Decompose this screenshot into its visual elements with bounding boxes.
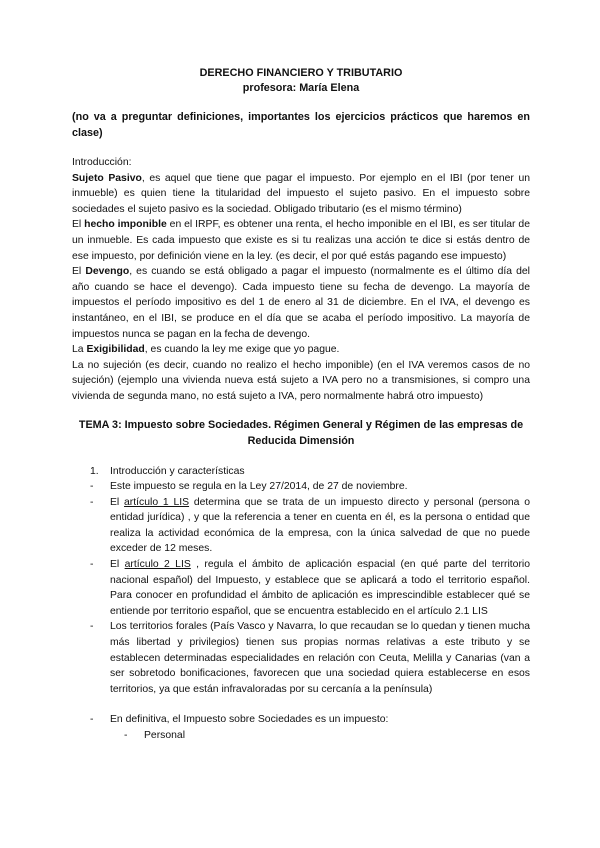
spacer [72, 697, 530, 712]
item-text: En definitiva, el Impuesto sobre Sociedades es un impuesto: [110, 714, 389, 726]
item-text: , regula el ámbito de aplicación espacial (en qué parte del territorio nacional español) del Impuesto, y establece que se aplicará a todo el territorio español. Para conocer en profundidad el ámbito de aplicación es imprescindible establecer qué se entiende por territorio español, que se encuentra establecido en el artículo 2.1 LIS [110, 559, 530, 617]
hecho-imponible-text: en el IRPF, es obtener una renta, el hecho imponible en el IBI, es ser titular de un inmueble. Es cada impuesto que existe es si tu realizas una acción te dice si estás dentro de ese impuesto, por definición viene en la ley. (es decir, el por qué estás pagando ese impuesto) [72, 219, 530, 262]
sujeto-pasivo-text: , es aquel que tiene que pagar el impuesto. Por ejemplo en el IBI (por tener un inmueble) es quien tiene la titularidad del impuesto el sujeto pasivo. En el impuesto sobre sociedades el sujeto pasivo es la sociedad. Obligado tributario (es el mismo término) [72, 172, 531, 215]
sub-list-item [72, 728, 530, 744]
item-text: determina que se trata de un impuesto directo y personal (persona o entidad jurídica) , y que la referencia a tener en cuenta en él, es la persona o entidad que realiza la actividad económica de la empresa, con la única salvedad de que no puede exceder de 12 meses. [110, 496, 530, 555]
item-text: Este impuesto se regula en la Ley 27/2014, de 27 de noviembre. [110, 481, 408, 493]
document-title: DERECHO FINANCIERO Y TRIBUTARIO [199, 67, 403, 79]
dash-marker: - [90, 621, 94, 633]
article-2-link[interactable]: artículo 2 LIS [124, 559, 191, 571]
list-item [72, 619, 530, 697]
item-prefix: El [110, 559, 125, 571]
term-sujeto-pasivo: Sujeto Pasivo [72, 172, 142, 184]
hecho-prefix: El [72, 219, 85, 231]
dash-marker: - [90, 496, 94, 508]
teacher-line: profesora: María Elena [242, 82, 360, 94]
term-hecho-imponible: hecho imponible [84, 219, 167, 231]
intro-title: Introducción: [72, 157, 132, 168]
exam-note: (no va a preguntar definiciones, importantes los ejercicios prácticos que haremos en clase) [72, 111, 530, 139]
dash-marker: - [90, 481, 94, 493]
item-prefix: El [110, 496, 125, 508]
intro-paragraph-hecho-imponible [72, 217, 530, 264]
exigibilidad-prefix: La [72, 344, 87, 356]
content-list [72, 464, 530, 744]
dash-marker: - [90, 559, 94, 571]
exigibilidad-text: , es cuando la ley me exige que yo pague. [144, 344, 340, 356]
intro-paragraph-devengo [72, 264, 530, 342]
list-item-numbered [72, 464, 530, 480]
section-heading-tema-3: TEMA 3: Impuesto sobre Sociedades. Régimen General y Régimen de las empresas de Reducida Dimensión [78, 418, 524, 447]
dash-marker: - [90, 714, 94, 726]
term-devengo: Devengo [85, 266, 130, 278]
list-item [72, 495, 530, 557]
item-number: 1. [90, 465, 99, 477]
list-item [72, 712, 530, 728]
intro-paragraph-exigibilidad [72, 342, 530, 358]
item-text: Los territorios forales (País Vasco y Navarra, lo que recaudan se lo quedan y tienen mucha más libertad y privilegios) tienen sus propias normas relativas a este tributo y se establecen determinadas especialidades en relación con Ceuta, Melilla y Canarias (van a ser sobretodo bonificaciones, favorecen que una sociedad quiera establecerse en esos territorios, ya que están infravaloradas por su cercanía a la península) [110, 621, 530, 695]
item-text: Personal [144, 730, 186, 741]
term-exigibilidad: Exigibilidad [86, 344, 145, 356]
article-1-link[interactable]: artículo 1 LIS [124, 496, 190, 508]
intro-paragraph-no-sujecion: La no sujeción (es decir, cuando no realizo el hecho imponible) (en el IVA veremos casos de no sujeción) (ejemplo una vivienda nueva está sujeto a IVA pero no a transmisiones, si compro una vivienda de segunda mano, no está sujeto a IVA, pero normalmente habrá otro impuesto) [72, 359, 530, 402]
devengo-text: , es cuando se está obligado a pagar el impuesto (normalmente es el último día del año cuando se hace el devengo). Cada impuesto tiene su fecha de devengo. La mayoría de impuestos el período impositivo es del 1 de enero al 31 de diciembre. En el IVA, el devengo es instantáneo, en el IBI, se produce en el día que se acaba el período impositivo. La mayoría de impuestos nunca se pagan en la fecha de devengo. [72, 266, 530, 340]
intro-paragraph-sujeto-pasivo [72, 171, 530, 218]
devengo-prefix: El [72, 266, 86, 278]
list-item [72, 557, 530, 619]
dash-marker: - [124, 730, 128, 741]
item-text: Introducción y características [110, 465, 245, 477]
list-item [72, 479, 530, 495]
document-page [72, 66, 530, 744]
